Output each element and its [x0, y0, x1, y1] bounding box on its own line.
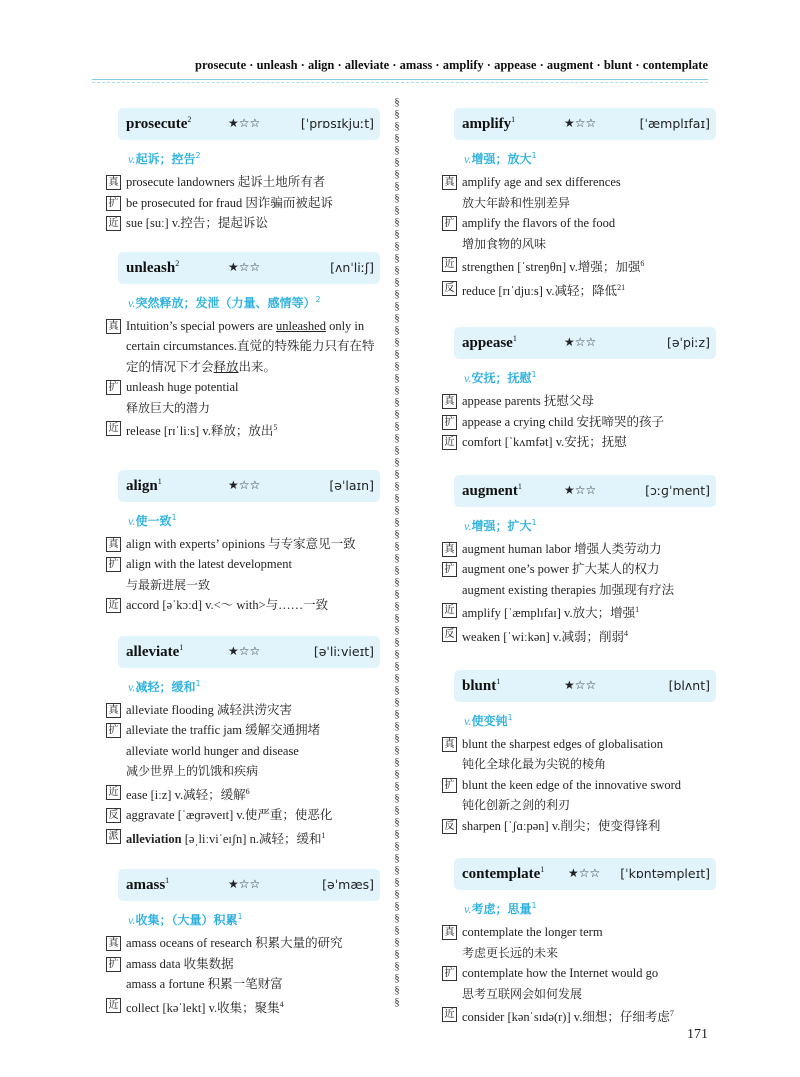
phonetic: [ˈkɒntəmpleɪt] — [620, 866, 710, 882]
headword-bar — [454, 108, 716, 140]
sense: v.起诉；控告$^2$ — [128, 151, 201, 166]
entry-amplify — [440, 108, 708, 301]
phonetic: [blʌnt] — [668, 677, 710, 693]
right-column — [440, 108, 708, 1046]
example-line: 真 align with experts’ opinions 与专家意见一致 — [104, 534, 372, 555]
sense: v.减轻；缓和$^1$ — [128, 678, 201, 694]
headword-bar — [118, 108, 380, 140]
antonym-line: 反 aggravate [ˈæɡrəveɪt] v.使严重；使恶化 — [104, 805, 372, 826]
sense: v.增强；扩大$^1$ — [464, 517, 537, 533]
phonetic: [ˈprɒsɪkjuːt] — [300, 116, 374, 131]
example-line: 扩 appease a crying child 安抚啼哭的孩子 — [440, 412, 708, 433]
tag-real: 真 — [106, 537, 121, 552]
tag-derived: 派 — [106, 829, 121, 844]
star-rating: ★☆☆ — [228, 643, 261, 658]
sense: v.使一致$^1$ — [128, 512, 177, 528]
translation-line: 增加食物的风味 — [462, 236, 547, 251]
phonetic: [ˈæmplɪfaɪ] — [639, 116, 710, 131]
example-line: 真 amplify age and sex differences — [440, 172, 708, 193]
synonym-line: 近 comfort [ˈkʌmfət] v.安抚；抚慰 — [440, 432, 708, 453]
synonym-line: 近 sue [suː] v.控告；提起诉讼 — [104, 213, 372, 234]
translation-line: 减少世界上的饥饿和疾病 — [126, 764, 259, 779]
sense: v.增强；放大$^1$ — [464, 151, 537, 166]
tag-extend: 扩 — [442, 415, 457, 430]
tag-real: 真 — [442, 925, 457, 940]
headword-bar — [118, 252, 380, 284]
headword-bar — [454, 475, 716, 507]
headword-bar — [454, 858, 716, 890]
tag-extend: 扩 — [106, 380, 121, 395]
translation-line: 释放巨大的潜力 — [126, 400, 211, 415]
sense: v.考虑；思量$^1$ — [464, 901, 537, 917]
example-line: augment existing therapies 加强现有疗法 — [462, 582, 675, 597]
headword: unleash$^2$ — [126, 258, 180, 276]
headword: augment$^1$ — [462, 481, 522, 499]
tag-near: 近 — [106, 421, 121, 436]
tag-real: 真 — [442, 175, 457, 190]
synonym-line: 近 amplify [ˈæmplɪfaɪ] v.放大；增强$^1$ — [440, 600, 708, 624]
entry-align — [104, 470, 372, 616]
tag-near: 近 — [106, 998, 121, 1013]
example-line: 扩 blunt the keen edge of the innovative sword — [440, 775, 708, 796]
synonym-line: 近 consider [kənˈsɪdə(r)] v.细想；仔细考虑$^7$ — [440, 1004, 708, 1028]
translation-line: 放大年龄和性别差异 — [462, 195, 571, 210]
phonetic: [ʌnˈliːʃ] — [330, 259, 374, 275]
entry-alleviate — [104, 636, 372, 850]
example-line: 扩 align with the latest development — [104, 554, 372, 575]
derivative-line: 派 alleviation [əˌliːviˈeɪʃn] n.减轻；缓和$^1$ — [104, 826, 372, 850]
star-rating: ★☆☆ — [564, 116, 597, 130]
phonetic: [əˈpiːz] — [666, 335, 710, 351]
example-line: 扩 be prosecuted for fraud 因诈骗而被起诉 — [104, 193, 372, 214]
running-header: prosecute · unleash · align · alleviate · amass · amplify · appease · augment · blunt · contemplate — [195, 58, 708, 72]
translation-line: 钝化创新之剑的利刃 — [462, 798, 571, 813]
example-line: 真 Intuition’s special powers are unleashed only in certain circumstances.直觉的特殊能力只有在特定的情况下才会释放出来。 — [104, 316, 384, 378]
antonym-line: 反 weaken [ˈwiːkən] v.减弱；削弱$^4$ — [440, 624, 708, 648]
example-line: amass a fortune 积累一笔财富 — [126, 977, 283, 992]
phonetic: [əˈlaɪn] — [329, 477, 374, 493]
headword: amplify$^1$ — [462, 115, 516, 132]
synonym-line: 近 release [rɪˈliːs] v.释放；放出$^5$ — [104, 418, 372, 442]
tag-near: 近 — [442, 603, 457, 618]
tag-real: 真 — [106, 936, 121, 951]
translation-line: 考虑更长远的未来 — [462, 945, 559, 960]
synonym-line: 近 accord [əˈkɔːd] v.<～ with>与……一致 — [104, 595, 372, 616]
example-line: 扩 augment one’s power 扩大某人的权力 — [440, 559, 708, 580]
headword: alleviate$^1$ — [126, 642, 184, 660]
entry-unleash — [104, 252, 375, 442]
tag-real: 真 — [106, 319, 121, 334]
headword-bar — [118, 636, 380, 668]
tag-extend: 扩 — [106, 557, 121, 572]
antonym-line: 反 sharpen [ˈʃɑːpən] v.削尖；使变得锋利 — [440, 816, 708, 837]
tag-extend: 扩 — [106, 957, 121, 972]
star-rating: ★☆☆ — [564, 482, 597, 497]
tag-near: 近 — [442, 257, 457, 272]
headword: prosecute$^2$ — [126, 115, 192, 132]
headword-bar — [454, 670, 716, 702]
left-column — [104, 108, 375, 1037]
headword: amass$^1$ — [126, 876, 170, 894]
phonetic: [ɔːɡˈment] — [645, 482, 710, 498]
sense: v.安抚；抚慰$^1$ — [464, 370, 537, 386]
sense: v.收集；（大量）积累$^1$ — [128, 912, 243, 928]
star-rating: ★☆☆ — [564, 335, 597, 350]
example-line: 真 alleviate flooding 减轻洪涝灾害 — [104, 700, 372, 721]
tag-extend: 扩 — [442, 778, 457, 793]
tag-extend: 扩 — [442, 562, 457, 577]
tag-near: 近 — [442, 435, 457, 450]
star-rating: ★☆☆ — [568, 866, 601, 881]
headword-bar — [118, 470, 380, 502]
example-line: 真 amass oceans of research 积累大量的研究 — [104, 933, 372, 954]
entry-appease — [440, 327, 708, 453]
tag-extend: 扩 — [106, 196, 121, 211]
synonym-line: 近 collect [kəˈlekt] v.收集；聚集$^4$ — [104, 995, 372, 1019]
headword: align$^1$ — [126, 476, 162, 494]
header-rule — [92, 79, 708, 80]
example-line: 真 augment human labor 增强人类劳动力 — [440, 539, 708, 560]
translation-line: 思考互联网会如何发展 — [462, 986, 583, 1001]
synonym-line: 近 ease [iːz] v.减轻；缓解$^6$ — [104, 782, 372, 806]
example-line: 真 prosecute landowners 起诉土地所有者 — [104, 172, 372, 193]
tag-opposite: 反 — [106, 808, 121, 823]
sense: v.突然释放；发泄（力量、感情等）$^2$ — [128, 294, 321, 310]
tag-near: 近 — [106, 216, 121, 231]
tag-extend: 扩 — [442, 216, 457, 231]
antonym-line: 反 reduce [rɪˈdjuːs] v.减轻；降低$^{21}$ — [440, 278, 708, 302]
headword-bar — [454, 327, 716, 359]
example-line: 扩 alleviate the traffic jam 缓解交通拥堵 — [104, 720, 372, 741]
entry-augment — [440, 475, 708, 648]
translation-line: 与最新进展一致 — [126, 577, 211, 592]
tag-real: 真 — [106, 703, 121, 718]
example-line: 扩 unleash huge potential — [104, 377, 372, 398]
tag-near: 近 — [106, 598, 121, 613]
example-line: 真 contemplate the longer term — [440, 922, 708, 943]
example-line: 扩 contemplate how the Internet would go — [440, 963, 708, 984]
entry-amass — [104, 869, 372, 1018]
entry-contemplate — [440, 858, 708, 1028]
star-rating: ★☆☆ — [228, 877, 261, 892]
example-line: alleviate world hunger and disease — [126, 743, 299, 758]
headword: contemplate$^1$ — [462, 865, 545, 883]
entry-prosecute — [104, 108, 372, 234]
translation-line: 钝化全球化最为尖锐的棱角 — [462, 757, 607, 772]
star-rating: ★☆☆ — [228, 477, 261, 492]
tag-near: 近 — [106, 785, 121, 800]
entry-blunt — [440, 670, 708, 837]
page-number: 171 — [687, 1027, 708, 1042]
tag-opposite: 反 — [442, 819, 457, 834]
example-line: 扩 amass data 收集数据 — [104, 954, 372, 975]
tag-opposite: 反 — [442, 281, 457, 296]
sense: v.使变钝$^1$ — [464, 712, 513, 728]
example-line: 真 appease parents 抚慰父母 — [440, 391, 708, 412]
phonetic: [əˈmæs] — [322, 877, 374, 893]
star-rating: ★☆☆ — [564, 677, 597, 692]
phonetic: [əˈliːvieɪt] — [313, 643, 374, 659]
star-rating: ★☆☆ — [228, 259, 261, 274]
column-divider: §§§§§§§§§§§§§§§§§§§§§§§§§§§§§§§§§§§§§§§§§§§§§§§§§§§§§§§§§§§§§§§§§§§§§§§§§§§§ — [394, 96, 400, 1008]
example-line: 扩 amplify the flavors of the food — [440, 213, 708, 234]
tag-real: 真 — [442, 542, 457, 557]
headword-bar — [118, 869, 380, 901]
headword: appease$^1$ — [462, 334, 517, 352]
tag-real: 真 — [106, 175, 121, 190]
tag-real: 真 — [442, 394, 457, 409]
header-rule-dashed — [92, 82, 708, 83]
tag-near: 近 — [442, 1007, 457, 1022]
tag-extend: 扩 — [106, 723, 121, 738]
tag-opposite: 反 — [442, 627, 457, 642]
example-line: 真 blunt the sharpest edges of globalisation — [440, 734, 708, 755]
tag-real: 真 — [442, 737, 457, 752]
synonym-line: 近 strengthen [ˈstreŋθn] v.增强；加强$^6$ — [440, 254, 708, 278]
tag-extend: 扩 — [442, 966, 457, 981]
star-rating: ★☆☆ — [228, 116, 261, 130]
headword: blunt$^1$ — [462, 676, 501, 694]
